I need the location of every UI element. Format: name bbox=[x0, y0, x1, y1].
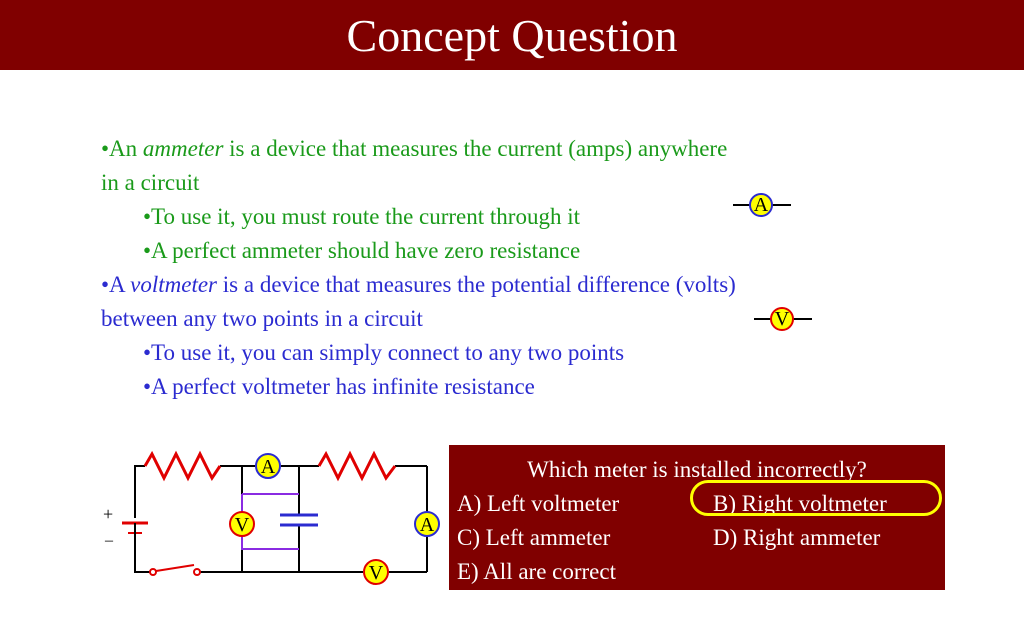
option-d[interactable]: D) Right ammeter bbox=[713, 525, 881, 550]
ammeter-sub-bullet-1: •To use it, you must route the current through it bbox=[143, 204, 580, 229]
option-a[interactable]: A) Left voltmeter bbox=[457, 491, 620, 516]
capacitor-icon bbox=[280, 515, 318, 525]
voltmeter-symbol-circle: V bbox=[770, 307, 794, 331]
top-ammeter-label: A bbox=[260, 456, 276, 478]
ammeter-sub-bullet-2: •A perfect ammeter should have zero resistance bbox=[143, 238, 581, 263]
question-panel bbox=[449, 445, 945, 590]
circuit-diagram bbox=[95, 445, 445, 595]
right-voltmeter-icon bbox=[364, 560, 388, 584]
battery-plus-label: + bbox=[103, 504, 114, 524]
ammeter-symbol-circle: A bbox=[749, 193, 773, 217]
bullet-text: •A bbox=[101, 272, 131, 297]
left-voltmeter-lead-bottom bbox=[242, 536, 299, 549]
voltmeter-term: voltmeter bbox=[130, 272, 218, 297]
left-voltmeter-label: V bbox=[234, 514, 250, 536]
answer-highlight bbox=[690, 480, 942, 516]
ammeter-bullet-cont: in a circuit bbox=[101, 170, 200, 195]
switch-icon bbox=[145, 565, 200, 575]
right-voltmeter-label: V bbox=[368, 562, 384, 584]
left-resistor-icon bbox=[145, 454, 220, 478]
bullet-list bbox=[101, 132, 901, 404]
option-c[interactable]: C) Left ammeter bbox=[457, 525, 611, 550]
ammeter-symbol-icon bbox=[733, 192, 791, 218]
voltmeter-bullet bbox=[101, 268, 901, 302]
circuit-wires bbox=[135, 466, 427, 572]
right-resistor-icon bbox=[319, 454, 395, 478]
voltmeter-sub-bullet-2: •A perfect voltmeter has infinite resistance bbox=[143, 374, 535, 399]
voltmeter-bullet-cont: between any two points in a circuit bbox=[101, 306, 423, 331]
question-prompt: Which meter is installed incorrectly? bbox=[527, 457, 867, 482]
left-voltmeter-icon bbox=[230, 512, 254, 536]
voltmeter-sub-bullet-1: •To use it, you can simply connect to any two points bbox=[143, 340, 625, 365]
right-ammeter-icon bbox=[415, 512, 439, 536]
battery-minus-label: – bbox=[105, 532, 113, 549]
top-ammeter-icon bbox=[256, 454, 280, 478]
bullet-text: is a device that measures the current (amps) anywhere bbox=[223, 136, 728, 161]
option-e[interactable]: E) All are correct bbox=[457, 559, 616, 584]
bullet-text: •An bbox=[101, 136, 143, 161]
option-b[interactable]: B) Right voltmeter bbox=[713, 491, 887, 516]
right-ammeter-label: A bbox=[419, 514, 435, 536]
ammeter-term: ammeter bbox=[142, 136, 224, 161]
slide-title: Concept Question bbox=[346, 10, 678, 61]
ammeter-bullet bbox=[101, 132, 901, 166]
bullet-text: is a device that measures the potential difference (volts) bbox=[217, 272, 736, 297]
voltmeter-symbol-icon bbox=[754, 306, 812, 332]
